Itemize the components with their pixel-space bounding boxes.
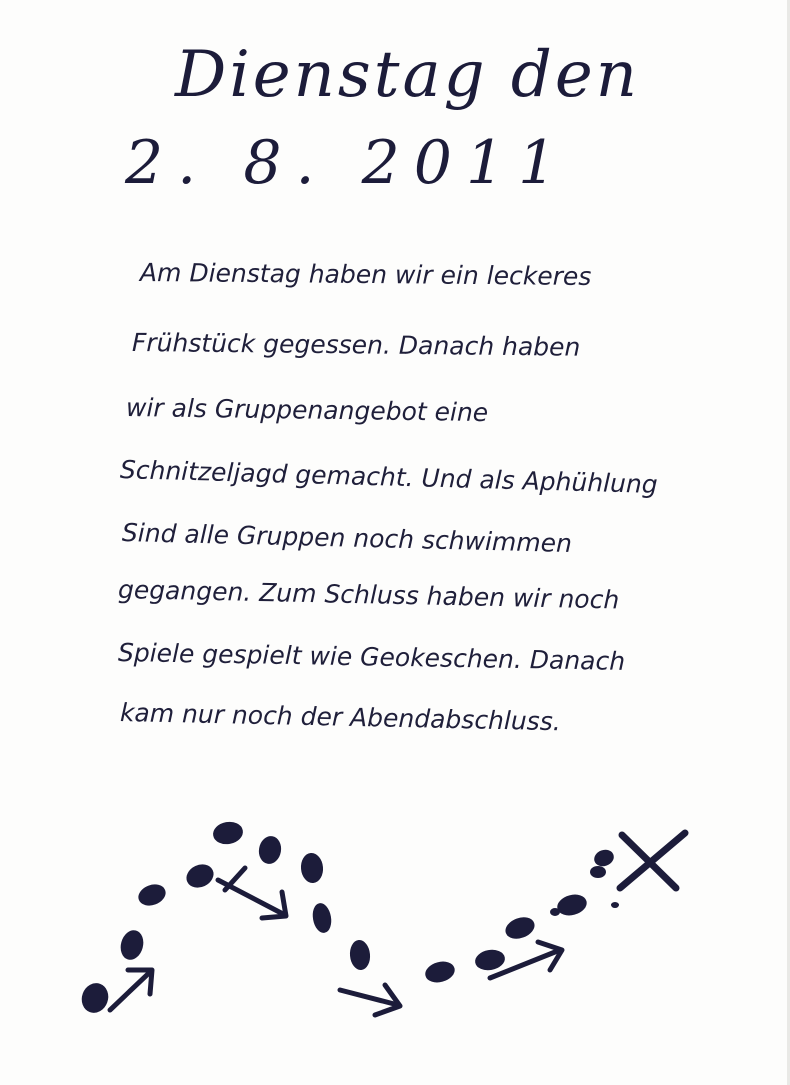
footprint	[119, 929, 146, 961]
footprint	[312, 903, 333, 933]
text-line-3: wir als Gruppenangebot eine	[125, 393, 489, 428]
text-line-4: Schnitzeljagd gemacht. Und als Aphühlung	[119, 455, 659, 500]
footprint	[591, 867, 605, 877]
x-marks-the-spot	[620, 833, 685, 888]
footprint	[424, 960, 456, 985]
footprint	[612, 903, 618, 907]
text-line-2: Frühstück gegessen. Danach haben	[131, 328, 581, 362]
text-line-7: Spiele gespielt wie Geokeschen. Danach	[117, 638, 626, 676]
footprint	[475, 949, 506, 972]
text-line-1: Am Dienstag haben wir ein leckeres	[139, 258, 592, 291]
footprint	[551, 909, 559, 915]
text-line-8: kam nur noch der Abendabschluss.	[119, 698, 562, 737]
title-date: 2. 8. 2011	[125, 128, 571, 198]
arrow-mark	[218, 868, 286, 918]
footprint	[504, 915, 536, 941]
footprint	[137, 882, 168, 908]
footprint	[212, 821, 243, 846]
footprint	[258, 835, 282, 864]
text-line-6: gegangen. Zum Schluss haben wir noch	[117, 575, 620, 615]
title-day: Dienstag den	[175, 38, 640, 112]
footprint	[184, 861, 216, 890]
text-line-5: Sind alle Gruppen noch schwimmen	[121, 518, 573, 558]
treasure-trail-drawing	[0, 800, 790, 1060]
footprint	[350, 940, 370, 969]
arrow-mark	[340, 985, 400, 1015]
footprint	[593, 848, 615, 867]
footprint	[556, 893, 588, 918]
footprint	[79, 981, 111, 1016]
arrow-mark	[110, 970, 152, 1010]
footprint	[301, 853, 323, 883]
